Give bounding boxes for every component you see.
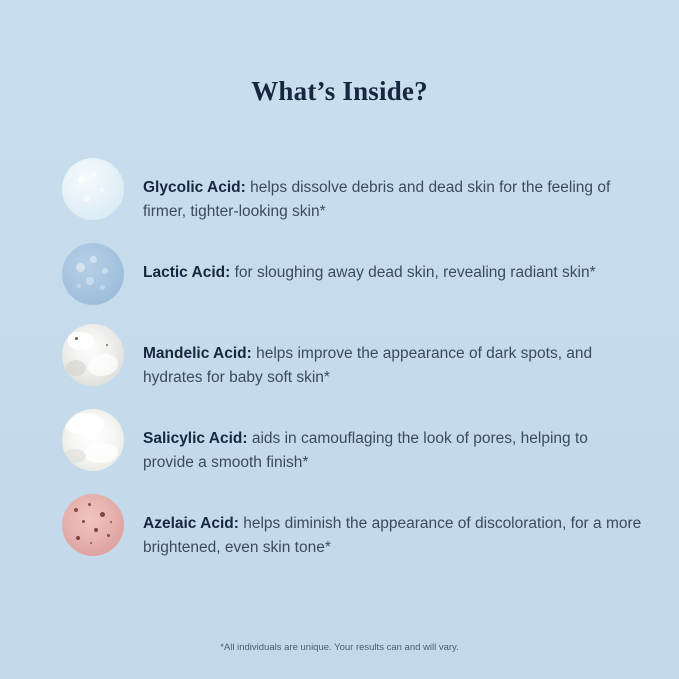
droplet-icon — [102, 268, 108, 274]
ingredient-name: Lactic Acid: — [143, 264, 231, 282]
list-item — [62, 324, 642, 390]
ingredient-list — [62, 158, 642, 579]
ingredient-text — [143, 243, 642, 285]
speck-icon — [74, 508, 78, 512]
droplet-icon — [77, 284, 81, 288]
speck-icon — [107, 534, 110, 537]
speck-icon — [106, 344, 108, 346]
droplet-icon — [86, 277, 94, 285]
droplet-icon — [100, 285, 105, 290]
speck-icon — [100, 512, 105, 517]
ingredient-name: Salicylic Acid: — [143, 430, 248, 448]
powder-clump-icon — [88, 354, 118, 376]
bubble-icon — [100, 188, 104, 192]
ingredient-text — [143, 409, 642, 475]
droplet-icon — [76, 263, 85, 272]
salicylic-acid-swatch — [62, 409, 124, 471]
mandelic-acid-swatch — [62, 324, 124, 386]
speck-icon — [94, 528, 98, 532]
speck-icon — [82, 520, 85, 523]
droplet-icon — [90, 256, 97, 263]
list-item — [62, 494, 642, 560]
ingredient-name: Glycolic Acid: — [143, 179, 246, 196]
bubble-icon — [78, 176, 85, 183]
speck-icon — [90, 542, 92, 544]
speck-icon — [76, 536, 80, 540]
list-item — [62, 243, 642, 305]
footnote: *All individuals are unique. Your results can and will vary. — [220, 642, 459, 653]
ingredient-description: helps dissolve debris and dead skin for the feeling of firmer, tighter-looking skin* — [143, 179, 611, 221]
powder-clump-icon — [64, 413, 104, 435]
ingredient-description: for sloughing away dead skin, revealing radiant skin* — [230, 264, 596, 282]
page-title: What’s Inside? — [251, 76, 428, 106]
ingredient-name: Azelaic Acid: — [143, 515, 239, 533]
ingredient-text — [143, 324, 642, 390]
powder-clump-icon — [64, 449, 86, 463]
ingredient-description: helps diminish the appearance of discoloration, for a more brightened, even skin tone* — [143, 515, 642, 557]
list-item — [62, 158, 642, 224]
glycolic-acid-swatch — [62, 158, 124, 220]
speck-icon — [110, 521, 112, 523]
powder-clump-icon — [66, 360, 86, 376]
ingredient-text — [143, 158, 642, 224]
azelaic-acid-swatch — [62, 494, 124, 556]
bubble-icon — [92, 172, 97, 177]
ingredient-description: aids in camouflaging the look of pores, helping to provide a smooth finish* — [143, 430, 588, 472]
list-item — [62, 409, 642, 475]
speck-icon — [88, 503, 91, 506]
lactic-acid-swatch — [62, 243, 124, 305]
powder-clump-icon — [68, 332, 94, 350]
bubble-icon — [84, 196, 90, 202]
ingredient-name: Mandelic Acid: — [143, 345, 252, 363]
powder-clump-icon — [84, 443, 118, 463]
ingredient-description: helps improve the appearance of dark spots, and hydrates for baby soft skin* — [143, 345, 593, 387]
ingredient-text — [143, 494, 642, 560]
